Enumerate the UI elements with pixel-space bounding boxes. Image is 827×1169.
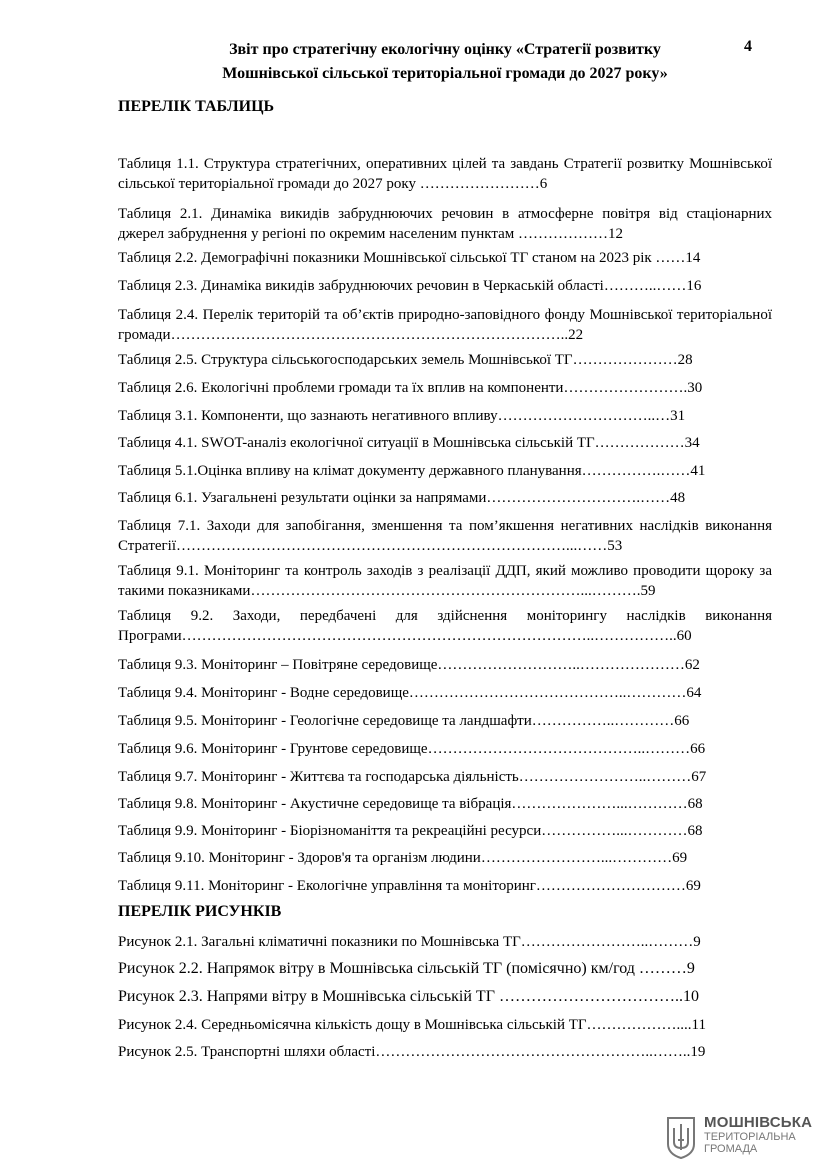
figure-entry[interactable]: Рисунок 2.4. Середньомісячна кількість дощу в Мошнівська сільській ТГ………………....11 — [118, 1017, 706, 1033]
table-entry[interactable]: Таблиця 3.1. Компоненти, що зазнають негативного впливу…………………………..…31 — [118, 408, 686, 424]
table-entry[interactable]: Таблиця 7.1. Заходи для запобігання, зменшення та пом’якшення негативних наслідків виконання Стратегії……………………………………………………………………...……53 — [118, 518, 772, 554]
table-entry[interactable]: Таблиця 9.11. Моніторинг - Екологічне управління та моніторинг…………………………69 — [118, 878, 701, 894]
table-entry[interactable]: Таблиця 9.1. Моніторинг та контроль заходів з реалізації ДДП, який можливо проводити щороку за такими показниками…………………………………………………………...……….59 — [118, 563, 772, 599]
table-entry[interactable]: Таблиця 2.1. Динаміка викидів забруднюючих речовин в атмосферне повітря від стаціонарних джерел забруднення у регіоні по окремим населеним пунктам ………………12 — [118, 206, 772, 242]
logo-line-2 — [704, 1131, 796, 1155]
table-entry[interactable]: Таблиця 9.10. Моніторинг - Здоров'я та організм людини……………………...…………69 — [118, 850, 688, 866]
table-entry[interactable]: Таблиця 9.6. Моніторинг - Грунтове середовище……………………………………..………66 — [118, 741, 706, 757]
table-entry[interactable]: Таблиця 2.2. Демографічні показники Мошнівської сільської ТГ станом на 2023 рік ……14 — [118, 250, 701, 266]
header-line-1: Звіт про стратегічну екологічну оцінку «Стратегії розвитку — [229, 41, 661, 58]
table-entry[interactable]: Таблиця 9.2. Заходи, передбачені для здійснення моніторингу наслідків виконання Програми………………………………………………………………………..……………..60 — [118, 608, 772, 644]
table-entry[interactable]: Таблиця 2.4. Перелік територій та об’єктів природно-заповідного фонду Мошнівської територіальної громади……………………………………………………………………..22 — [118, 307, 772, 343]
figure-entry[interactable]: Рисунок 2.3. Напрями вітру в Мошнівська сільській ТГ ……………………………..10 — [118, 988, 699, 1005]
trident-icon — [664, 1116, 698, 1160]
header-line-2: Мошнівської сільської територіальної громади до 2027 року» — [222, 65, 668, 82]
tables-section-title: ПЕРЕЛІК ТАБЛИЦЬ — [118, 98, 275, 115]
table-entry[interactable]: Таблиця 9.5. Моніторинг - Геологічне середовище та ландшафти……………..…………66 — [118, 713, 690, 729]
table-entry[interactable]: Таблиця 1.1. Структура стратегічних, оперативних цілей та завдань Стратегії розвитку Мошнівської сільської територіальної громади до 2027 року ……………………6 — [118, 156, 772, 192]
table-entry[interactable]: Таблиця 9.9. Моніторинг - Біорізноманіття та рекреаційні ресурси……………...…………68 — [118, 823, 703, 839]
page-number: 4 — [744, 38, 752, 55]
table-entry[interactable]: Таблиця 4.1. SWOT-аналіз екологічної ситуації в Мошнівська сільській ТГ………………34 — [118, 435, 700, 451]
logo-line-2-text: ТЕРИТОРІАЛЬНА — [704, 1131, 796, 1143]
logo-line-1: МОШНІВСЬКА — [704, 1114, 813, 1131]
logo-line-3-text: ГРОМАДА — [704, 1143, 758, 1155]
table-entry[interactable]: Таблиця 5.1.Оцінка впливу на клімат документу державного планування…………….……41 — [118, 463, 706, 479]
table-entry[interactable]: Таблиця 9.3. Моніторинг – Повітряне середовище………………………..…………………62 — [118, 657, 700, 673]
figures-section-title: ПЕРЕЛІК РИСУНКІВ — [118, 903, 282, 920]
figure-entry[interactable]: Рисунок 2.2. Напрямок вітру в Мошнівська сільській ТГ (помісячно) км/год ………9 — [118, 960, 695, 977]
table-entry[interactable]: Таблиця 2.3. Динаміка викидів забруднюючих речовин в Черкаській області………..……16 — [118, 278, 702, 294]
report-header — [150, 38, 740, 86]
community-logo — [664, 1112, 814, 1160]
table-entry[interactable]: Таблиця 9.4. Моніторинг - Водне середовище……………………………………..…………64 — [118, 685, 702, 701]
figure-entry[interactable]: Рисунок 2.1. Загальні кліматичні показники по Мошнівська ТГ……………………..………9 — [118, 934, 701, 950]
table-entry[interactable]: Таблиця 9.8. Моніторинг - Акустичне середовище та вібрація…………………...…………68 — [118, 796, 703, 812]
table-entry[interactable]: Таблиця 2.6. Екологічні проблеми громади та їх вплив на компоненти…………………….30 — [118, 380, 703, 396]
table-entry[interactable]: Таблиця 2.5. Структура сільськогосподарських земель Мошнівської ТГ…………………28 — [118, 352, 693, 368]
table-entry[interactable]: Таблиця 6.1. Узагальнені результати оцінки за напрямами………………………….……48 — [118, 490, 686, 506]
table-entry[interactable]: Таблиця 9.7. Моніторинг - Життєва та господарська діяльність……………………..………67 — [118, 769, 707, 785]
figure-entry[interactable]: Рисунок 2.5. Транспортні шляхи області………………………………………………..……..19 — [118, 1044, 706, 1060]
